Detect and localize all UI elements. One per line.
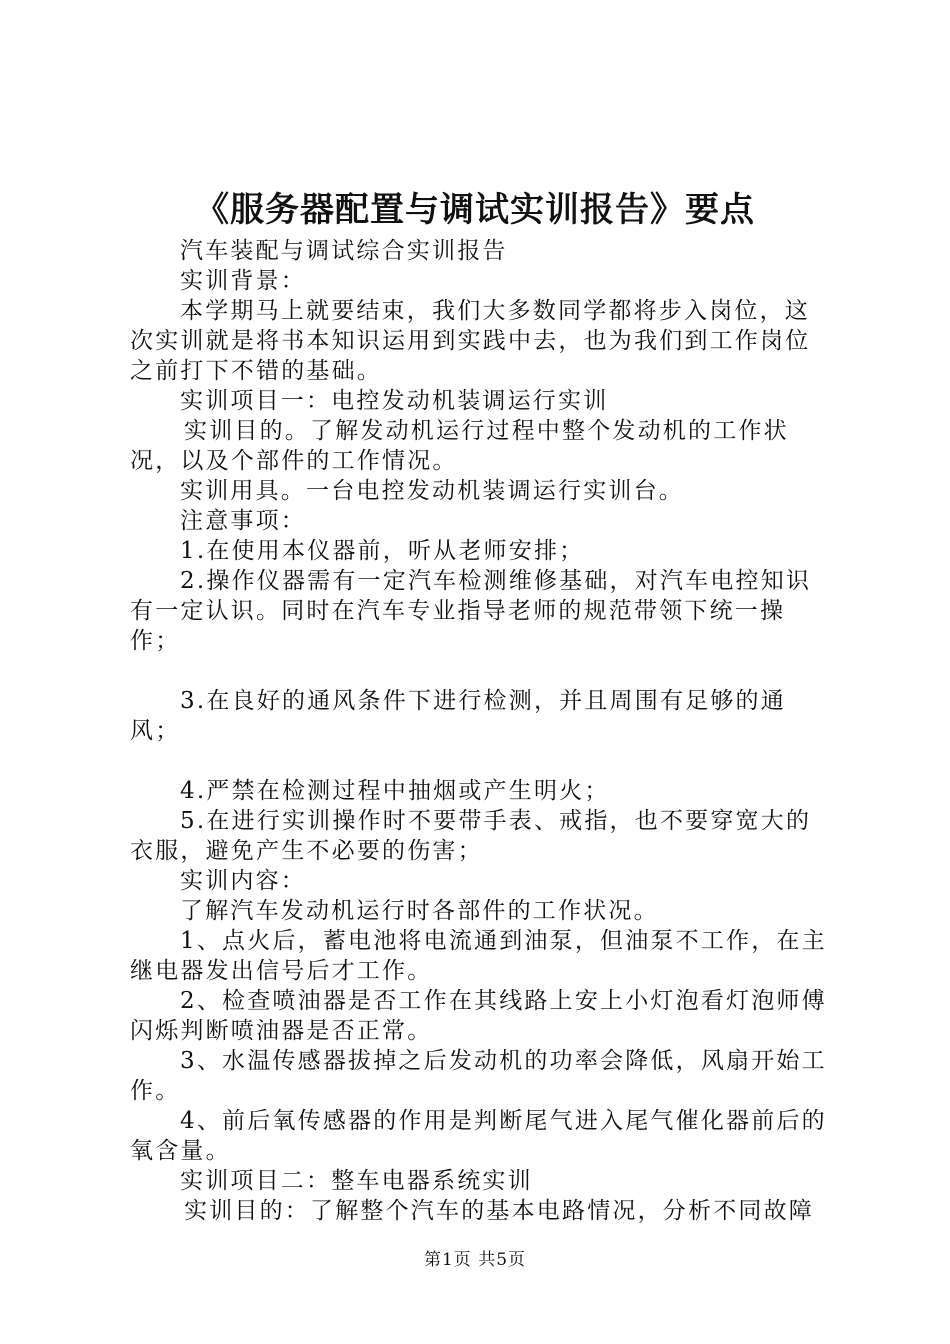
page-footer: 第1页 共5页 bbox=[423, 1250, 527, 1270]
paragraph-project-two-purpose: 实训目的：了解整个汽车的基本电路情况，分析不同故障 bbox=[184, 1198, 814, 1224]
list-item-note-4: 4.严禁在检测过程中抽烟或产生明火； bbox=[180, 778, 610, 804]
paragraph-background: 本学期马上就要结束，我们大多数同学都将步入岗位，这次实训就是将书本知识运用到实践中去，也为我们到工作岗位之前打下不错的基础。 bbox=[130, 298, 811, 384]
paragraph-notes-heading: 注意事项： bbox=[180, 508, 306, 534]
list-item-note-2: 2.操作仪器需有一定汽车检测维修基础，对汽车电控知识有一定认识。同时在汽车专业指导老师的规范带领下统一操作； bbox=[130, 568, 812, 654]
paragraph-project-one-heading: 实训项目一：电控发动机装调运行实训 bbox=[180, 388, 609, 414]
document-body bbox=[130, 236, 830, 1226]
spacer bbox=[130, 746, 830, 776]
list-item-note-3: 3.在良好的通风条件下进行检测，并且周围有足够的通风； bbox=[130, 688, 786, 744]
paragraph-project-one-purpose: 实训目的。了解发动机运行过程中整个发动机的工作状况，以及个部件的工作情况。 bbox=[130, 418, 789, 474]
list-item-content-1: 1、点火后，蓄电池将电流通到油泵，但油泵不工作，在主继电器发出信号后才工作。 bbox=[130, 928, 827, 984]
document-title: 《服务器配置与调试实训报告》要点 bbox=[195, 190, 755, 230]
paragraph-content-heading: 实训内容： bbox=[180, 868, 306, 894]
list-item-note-1: 1.在使用本仪器前，听从老师安排； bbox=[180, 538, 585, 564]
paragraph-content-intro: 了解汽车发动机运行时各部件的工作状况。 bbox=[180, 898, 659, 924]
paragraph-project-one-tools: 实训用具。一台电控发动机装调运行实训台。 bbox=[180, 478, 684, 504]
list-item-note-5: 5.在进行实训操作时不要带手表、戒指，也不要穿宽大的衣服，避免产生不必要的伤害； bbox=[130, 808, 812, 864]
spacer bbox=[130, 656, 830, 686]
list-item-content-4: 4、前后氧传感器的作用是判断尾气进入尾气催化器前后的氧含量。 bbox=[130, 1108, 827, 1164]
list-item-content-2: 2、检查喷油器是否工作在其线路上安上小灯泡看灯泡师傅闪烁判断喷油器是否正常。 bbox=[130, 988, 827, 1044]
paragraph-report-heading: 汽车装配与调试综合实训报告 bbox=[180, 238, 508, 264]
paragraph-project-two-heading: 实训项目二：整车电器系统实训 bbox=[180, 1168, 533, 1194]
list-item-content-3: 3、水温传感器拔掉之后发动机的功率会降低，风扇开始工作。 bbox=[130, 1048, 827, 1104]
paragraph-background-heading: 实训背景： bbox=[180, 268, 306, 294]
